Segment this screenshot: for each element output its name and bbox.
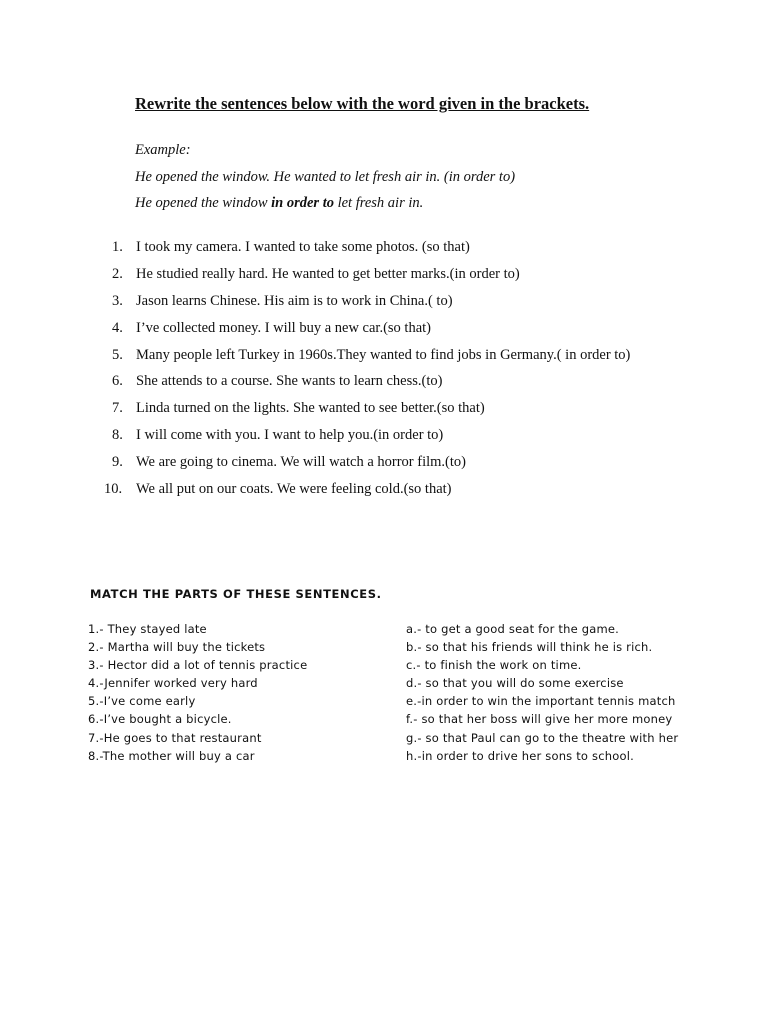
exercise-number: 3. <box>112 292 123 309</box>
matching-left-item: 3.- Hector did a lot of tennis practice <box>88 658 308 673</box>
matching-right-item: e.-in order to win the important tennis match <box>406 694 676 709</box>
exercise-number: 6. <box>112 373 123 390</box>
exercise-text: Many people left Turkey in 1960s.They wanted to find jobs in Germany.( in order to) <box>136 346 631 363</box>
exercise-text: I took my camera. I wanted to take some photos. (so that) <box>136 239 470 255</box>
example-line-2-bold: in order to <box>271 195 334 211</box>
example-block <box>135 137 515 217</box>
exercise-item <box>104 236 630 263</box>
exercise-text: Linda turned on the lights. She wanted to see better.(so that) <box>136 400 485 417</box>
matching-right-item: a.- to get a good seat for the game. <box>406 622 620 636</box>
exercise-text: She attends to a course. She wants to learn chess.(to) <box>136 373 443 390</box>
exercise-item <box>104 424 630 451</box>
exercise-number: 10. <box>104 481 123 498</box>
exercise-number: 4. <box>112 319 123 336</box>
example-line-2-before: He opened the window <box>135 195 272 211</box>
exercise-item <box>104 370 630 397</box>
example-line-1: He opened the window. He wanted to let fresh air in. (in order to) <box>135 168 516 185</box>
exercise-item <box>104 397 630 424</box>
exercise-item <box>104 290 630 317</box>
exercise-number: 2. <box>112 265 123 282</box>
exercise-number: 9. <box>112 454 123 471</box>
exercise-item <box>104 451 630 478</box>
matching-left-item: 8.-The mother will buy a car <box>88 748 255 763</box>
matching-title: MATCH THE PARTS OF THESE SENTENCES. <box>90 587 382 601</box>
matching-right-item: h.-in order to drive her sons to school. <box>406 748 634 763</box>
exercise-text: Jason learns Chinese. His aim is to work in China.( to) <box>136 292 453 309</box>
example-line-2 <box>135 190 515 217</box>
exercise-text: We are going to cinema. We will watch a horror film.(to) <box>136 454 466 471</box>
example-line-2-after: let fresh air in. <box>333 195 424 211</box>
exercise-text: He studied really hard. He wanted to get better marks.(in order to) <box>136 265 520 282</box>
matching-left-item: 2.- Martha will buy the tickets <box>88 640 266 655</box>
exercise-text: I will come with you. I want to help you.(in order to) <box>136 427 444 444</box>
exercise-number: 1. <box>112 239 123 255</box>
exercise-text: I’ve collected money. I will buy a new car.(so that) <box>136 319 431 336</box>
matching-right-item: b.- so that his friends will think he is rich. <box>406 640 653 655</box>
worksheet-title: Rewrite the sentences below with the word given in the brackets. <box>135 94 590 113</box>
exercise-number: 8. <box>112 427 123 444</box>
exercise-item <box>104 478 630 505</box>
matching-left-item: 7.-He goes to that restaurant <box>88 730 262 745</box>
example-label: Example: <box>135 142 191 158</box>
matching-left-column <box>88 620 307 765</box>
exercise-list <box>104 236 630 505</box>
matching-right-item: f.- so that her boss will give her more money <box>406 712 673 727</box>
exercise-text: We all put on our coats. We were feeling cold.(so that) <box>136 481 452 498</box>
exercise-number: 7. <box>112 400 123 417</box>
matching-left-item: 1.- They stayed late <box>88 622 207 636</box>
matching-left-item: 5.-I’ve come early <box>88 694 196 709</box>
matching-left-item: 6.-I’ve bought a bicycle. <box>88 712 232 727</box>
matching-right-item: d.- so that you will do some exercise <box>406 676 624 691</box>
matching-right-item: g.- so that Paul can go to the theatre with her <box>406 730 679 745</box>
exercise-number: 5. <box>112 346 123 363</box>
matching-right-item: c.- to finish the work on time. <box>406 658 582 673</box>
exercise-item <box>104 263 630 290</box>
exercise-item <box>104 317 630 344</box>
exercise-item <box>104 344 630 371</box>
matching-right-column <box>406 620 678 765</box>
matching-left-item: 4.-Jennifer worked very hard <box>88 676 258 691</box>
